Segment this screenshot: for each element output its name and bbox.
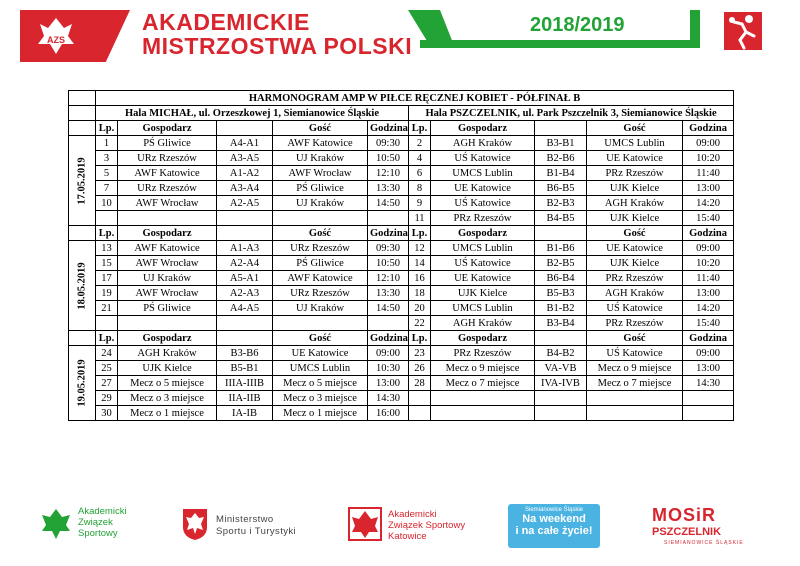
day-date: 17.05.2019 bbox=[76, 156, 88, 205]
match-number: 27 bbox=[96, 376, 118, 391]
match-number: 20 bbox=[409, 301, 431, 316]
day-date-cell bbox=[69, 346, 96, 421]
pairing-code: B3-B4 bbox=[535, 316, 587, 331]
mosir-logo-text: MOSiR bbox=[652, 505, 717, 525]
host-team: AWF Wrocław bbox=[118, 286, 217, 301]
corner-cell bbox=[69, 331, 96, 346]
match-time: 16:00 bbox=[368, 406, 409, 421]
match-time: 15:40 bbox=[683, 211, 734, 226]
host-team: UMCS Lublin bbox=[431, 166, 535, 181]
host-team: PŚ Gliwice bbox=[118, 136, 217, 151]
match-number: 10 bbox=[96, 196, 118, 211]
siemianowice-small-text: Siemianowice Śląskie bbox=[524, 507, 584, 513]
host-team: UJ Kraków bbox=[118, 271, 217, 286]
match-number: 26 bbox=[409, 361, 431, 376]
pairing-code: B5-B3 bbox=[535, 286, 587, 301]
header-time: Godzina bbox=[683, 226, 734, 241]
match-time: 09:00 bbox=[683, 241, 734, 256]
header-lp: Lp. bbox=[96, 226, 118, 241]
match-time: 13:00 bbox=[683, 181, 734, 196]
guest-team bbox=[273, 211, 368, 226]
pairing-code: A1-A3 bbox=[217, 241, 273, 256]
table-row bbox=[69, 316, 734, 331]
match-number: 9 bbox=[409, 196, 431, 211]
venue-right: Hala PSZCZELNIK, ul. Park Pszczelnik 3, Siemianowice Śląskie bbox=[409, 106, 734, 121]
match-number: 19 bbox=[96, 286, 118, 301]
header-host: Gospodarz bbox=[118, 121, 217, 136]
match-time bbox=[683, 406, 734, 421]
guest-team: AWF Katowice bbox=[273, 136, 368, 151]
guest-team: Mecz o 9 miejsce bbox=[587, 361, 683, 376]
match-number: 4 bbox=[409, 151, 431, 166]
match-time: 14:20 bbox=[683, 301, 734, 316]
guest-team bbox=[587, 406, 683, 421]
header-guest: Gość bbox=[273, 331, 368, 346]
host-team: Mecz o 9 miejsce bbox=[431, 361, 535, 376]
ministry-line1: Ministerstwo bbox=[216, 514, 274, 525]
pairing-code: B2-B6 bbox=[535, 151, 587, 166]
column-header-row bbox=[69, 331, 734, 346]
table-row bbox=[69, 181, 734, 196]
pairing-code: A2-A4 bbox=[217, 256, 273, 271]
pairing-code: B2-B3 bbox=[535, 196, 587, 211]
match-time bbox=[368, 316, 409, 331]
header-time: Godzina bbox=[683, 121, 734, 136]
header-code bbox=[535, 121, 587, 136]
match-time: 10:20 bbox=[683, 151, 734, 166]
match-number: 17 bbox=[96, 271, 118, 286]
host-team: URz Rzeszów bbox=[118, 151, 217, 166]
day-date: 18.05.2019 bbox=[76, 261, 88, 310]
azs-footer-line3: Sportowy bbox=[78, 528, 118, 539]
guest-team: PŚ Gliwice bbox=[273, 181, 368, 196]
host-team: AWF Wrocław bbox=[118, 256, 217, 271]
match-time bbox=[683, 391, 734, 406]
match-time: 14:30 bbox=[683, 376, 734, 391]
pairing-code: A2-A3 bbox=[217, 286, 273, 301]
match-number: 18 bbox=[409, 286, 431, 301]
guest-team bbox=[273, 316, 368, 331]
guest-team: PRz Rzeszów bbox=[587, 271, 683, 286]
azs-eagle-logo-icon bbox=[34, 14, 78, 58]
guest-team: PRz Rzeszów bbox=[587, 166, 683, 181]
match-time: 14:50 bbox=[368, 301, 409, 316]
table-row bbox=[69, 346, 734, 361]
azs-katowice-line3: Katowice bbox=[388, 531, 427, 542]
match-time: 14:50 bbox=[368, 196, 409, 211]
column-header-row bbox=[69, 226, 734, 241]
table-row bbox=[69, 136, 734, 151]
polish-eagle-emblem-icon bbox=[180, 507, 210, 541]
header-guest: Gość bbox=[587, 331, 683, 346]
ministry-line2: Sportu i Turystyki bbox=[216, 526, 297, 537]
match-time: 10:50 bbox=[368, 151, 409, 166]
venue-row bbox=[69, 106, 734, 121]
pairing-code: A2-A5 bbox=[217, 196, 273, 211]
pairing-code: A3-A5 bbox=[217, 151, 273, 166]
host-team: PRz Rzeszów bbox=[431, 346, 535, 361]
guest-team: UE Katowice bbox=[587, 241, 683, 256]
guest-team: UE Katowice bbox=[273, 346, 368, 361]
pairing-code: B3-B1 bbox=[535, 136, 587, 151]
header-host: Gospodarz bbox=[118, 331, 217, 346]
azs-footer-text bbox=[78, 506, 127, 539]
match-time: 13:00 bbox=[683, 361, 734, 376]
table-row bbox=[69, 211, 734, 226]
pairing-code: IIIA-IIIB bbox=[217, 376, 273, 391]
pairing-code: A4-A1 bbox=[217, 136, 273, 151]
host-team: Mecz o 5 miejsce bbox=[118, 376, 217, 391]
match-time: 10:30 bbox=[368, 361, 409, 376]
match-time: 15:40 bbox=[683, 316, 734, 331]
host-team: AGH Kraków bbox=[431, 136, 535, 151]
host-team: AWF Wrocław bbox=[118, 196, 217, 211]
guest-team: UJ Kraków bbox=[273, 301, 368, 316]
table-row bbox=[69, 256, 734, 271]
match-number: 7 bbox=[96, 181, 118, 196]
match-number: 24 bbox=[96, 346, 118, 361]
match-number: 22 bbox=[409, 316, 431, 331]
table-row bbox=[69, 151, 734, 166]
match-time: 14:30 bbox=[368, 391, 409, 406]
guest-team: PRz Rzeszów bbox=[587, 316, 683, 331]
azs-footer-line2: Związek bbox=[78, 517, 113, 528]
table-row bbox=[69, 286, 734, 301]
header-green-stripe bbox=[420, 40, 700, 48]
guest-team: URz Rzeszów bbox=[273, 241, 368, 256]
match-number bbox=[409, 406, 431, 421]
match-time: 09:00 bbox=[683, 136, 734, 151]
pairing-code: B6-B4 bbox=[535, 271, 587, 286]
header-guest: Gość bbox=[587, 226, 683, 241]
azs-katowice-logo-icon bbox=[348, 507, 382, 541]
host-team: UŚ Katowice bbox=[431, 151, 535, 166]
match-number: 29 bbox=[96, 391, 118, 406]
match-number: 30 bbox=[96, 406, 118, 421]
pairing-code bbox=[535, 406, 587, 421]
azs-footer-line1: Akademicki bbox=[78, 506, 127, 517]
match-number bbox=[96, 316, 118, 331]
header-guest: Gość bbox=[587, 121, 683, 136]
guest-team: UE Katowice bbox=[587, 151, 683, 166]
match-time: 14:20 bbox=[683, 196, 734, 211]
header-lp: Lp. bbox=[409, 331, 431, 346]
header-guest: Gość bbox=[273, 226, 368, 241]
host-team: UŚ Katowice bbox=[431, 196, 535, 211]
guest-team: Mecz o 7 miejsce bbox=[587, 376, 683, 391]
host-team: UŚ Katowice bbox=[431, 256, 535, 271]
schedule-table bbox=[68, 90, 734, 421]
header-code bbox=[217, 226, 273, 241]
season-label: 2018/2019 bbox=[530, 14, 625, 36]
match-number: 15 bbox=[96, 256, 118, 271]
match-time: 13:30 bbox=[368, 286, 409, 301]
host-team: UMCS Lublin bbox=[431, 301, 535, 316]
header-code bbox=[535, 226, 587, 241]
ministry-text bbox=[216, 514, 296, 538]
match-time: 11:40 bbox=[683, 166, 734, 181]
host-team: UE Katowice bbox=[431, 181, 535, 196]
host-team: AWF Katowice bbox=[118, 241, 217, 256]
pairing-code: VA-VB bbox=[535, 361, 587, 376]
host-team bbox=[118, 211, 217, 226]
host-team: PŚ Gliwice bbox=[118, 301, 217, 316]
day-date-cell bbox=[69, 241, 96, 331]
day-date: 19.05.2019 bbox=[76, 359, 88, 407]
guest-team: Mecz o 3 miejsce bbox=[273, 391, 368, 406]
guest-team: Mecz o 5 miejsce bbox=[273, 376, 368, 391]
guest-team: AWF Wrocław bbox=[273, 166, 368, 181]
match-number: 16 bbox=[409, 271, 431, 286]
pairing-code: B1-B2 bbox=[535, 301, 587, 316]
table-row bbox=[69, 301, 734, 316]
pairing-code bbox=[535, 391, 587, 406]
pairing-code: B1-B4 bbox=[535, 166, 587, 181]
guest-team: UJK Kielce bbox=[587, 256, 683, 271]
azs-katowice-text bbox=[388, 509, 465, 542]
guest-team: UJ Kraków bbox=[273, 151, 368, 166]
pairing-code: B4-B5 bbox=[535, 211, 587, 226]
pairing-code: B1-B6 bbox=[535, 241, 587, 256]
day-date-cell bbox=[69, 136, 96, 226]
guest-team: UJK Kielce bbox=[587, 211, 683, 226]
header-lp: Lp. bbox=[409, 226, 431, 241]
siemianowice-banner bbox=[508, 504, 600, 548]
guest-team: PŚ Gliwice bbox=[273, 256, 368, 271]
host-team: PRz Rzeszów bbox=[431, 211, 535, 226]
host-team: Mecz o 3 miejsce bbox=[118, 391, 217, 406]
match-time: 13:00 bbox=[683, 286, 734, 301]
host-team: AGH Kraków bbox=[431, 316, 535, 331]
pairing-code: IVA-IVB bbox=[535, 376, 587, 391]
handball-player-logo-icon bbox=[722, 10, 764, 52]
match-number: 14 bbox=[409, 256, 431, 271]
pairing-code: B4-B2 bbox=[535, 346, 587, 361]
header-code bbox=[535, 331, 587, 346]
match-time: 12:10 bbox=[368, 166, 409, 181]
column-header-row bbox=[69, 121, 734, 136]
header-code bbox=[217, 331, 273, 346]
match-time: 13:30 bbox=[368, 181, 409, 196]
host-team: URz Rzeszów bbox=[118, 181, 217, 196]
pairing-code: A5-A1 bbox=[217, 271, 273, 286]
guest-team: UJ Kraków bbox=[273, 196, 368, 211]
table-row bbox=[69, 166, 734, 181]
guest-team: UŚ Katowice bbox=[587, 301, 683, 316]
header-title bbox=[142, 10, 412, 58]
table-row bbox=[69, 271, 734, 286]
match-number: 11 bbox=[409, 211, 431, 226]
match-number: 28 bbox=[409, 376, 431, 391]
header-time: Godzina bbox=[368, 331, 409, 346]
azs-katowice-line2: Związek Sportowy bbox=[388, 520, 466, 531]
match-number: 2 bbox=[409, 136, 431, 151]
guest-team: URz Rzeszów bbox=[273, 286, 368, 301]
match-time: 09:00 bbox=[368, 346, 409, 361]
azs-katowice-line1: Akademicki bbox=[388, 509, 437, 520]
match-time: 09:00 bbox=[683, 346, 734, 361]
match-time: 13:00 bbox=[368, 376, 409, 391]
header-host: Gospodarz bbox=[431, 226, 535, 241]
host-team: AGH Kraków bbox=[118, 346, 217, 361]
mosir-pszczelnik-text: PSZCZELNIK bbox=[652, 526, 722, 538]
guest-team: AWF Katowice bbox=[273, 271, 368, 286]
match-number: 25 bbox=[96, 361, 118, 376]
match-time: 10:50 bbox=[368, 256, 409, 271]
match-number: 12 bbox=[409, 241, 431, 256]
svg-text:AZS: AZS bbox=[47, 35, 65, 45]
siemianowice-slogan-line2: i na całe życie! bbox=[515, 525, 593, 537]
table-row bbox=[69, 391, 734, 406]
pairing-code: A3-A4 bbox=[217, 181, 273, 196]
header-title-line1: AKADEMICKIE bbox=[142, 9, 310, 35]
pairing-code: A4-A5 bbox=[217, 301, 273, 316]
host-team: AWF Katowice bbox=[118, 166, 217, 181]
header-time: Godzina bbox=[368, 121, 409, 136]
match-number: 3 bbox=[96, 151, 118, 166]
match-number bbox=[96, 211, 118, 226]
pairing-code: B6-B5 bbox=[535, 181, 587, 196]
guest-team: AGH Kraków bbox=[587, 286, 683, 301]
header-host: Gospodarz bbox=[118, 226, 217, 241]
venue-left: Hala MICHAŁ, ul. Orzeszkowej 1, Siemianowice Śląskie bbox=[96, 106, 409, 121]
host-team: UJK Kielce bbox=[431, 286, 535, 301]
table-row bbox=[69, 376, 734, 391]
match-number: 1 bbox=[96, 136, 118, 151]
host-team: Mecz o 7 miejsce bbox=[431, 376, 535, 391]
header-guest: Gość bbox=[273, 121, 368, 136]
match-time: 09:30 bbox=[368, 136, 409, 151]
guest-team: UMCS Lublin bbox=[587, 136, 683, 151]
pairing-code: B5-B1 bbox=[217, 361, 273, 376]
header-lp: Lp. bbox=[409, 121, 431, 136]
guest-team: Mecz o 1 miejsce bbox=[273, 406, 368, 421]
match-number: 21 bbox=[96, 301, 118, 316]
header-host: Gospodarz bbox=[431, 331, 535, 346]
guest-team: UŚ Katowice bbox=[587, 346, 683, 361]
match-number bbox=[409, 391, 431, 406]
header-lp: Lp. bbox=[96, 121, 118, 136]
header-time: Godzina bbox=[683, 331, 734, 346]
pairing-code: B3-B6 bbox=[217, 346, 273, 361]
match-time: 10:20 bbox=[683, 256, 734, 271]
match-number: 6 bbox=[409, 166, 431, 181]
match-number: 13 bbox=[96, 241, 118, 256]
guest-team bbox=[587, 391, 683, 406]
table-row bbox=[69, 406, 734, 421]
corner-cell bbox=[69, 121, 96, 136]
pairing-code: B2-B5 bbox=[535, 256, 587, 271]
host-team: UMCS Lublin bbox=[431, 241, 535, 256]
corner-cell bbox=[69, 106, 96, 121]
pairing-code: IIA-IIB bbox=[217, 391, 273, 406]
header-lp: Lp. bbox=[96, 331, 118, 346]
table-row bbox=[69, 361, 734, 376]
corner-cell bbox=[69, 226, 96, 241]
header-host: Gospodarz bbox=[431, 121, 535, 136]
match-time: 12:10 bbox=[368, 271, 409, 286]
siemianowice-slogan-line1: Na weekend bbox=[522, 513, 586, 525]
host-team: Mecz o 1 miejsce bbox=[118, 406, 217, 421]
header-title-line2: MISTRZOSTWA POLSKI bbox=[142, 33, 413, 59]
host-team: UJK Kielce bbox=[118, 361, 217, 376]
match-time: 09:30 bbox=[368, 241, 409, 256]
header-time: Godzina bbox=[368, 226, 409, 241]
mosir-city-text: SIEMIANOWICE ŚLĄSKIE bbox=[664, 540, 744, 546]
guest-team: UMCS Lublin bbox=[273, 361, 368, 376]
match-number: 5 bbox=[96, 166, 118, 181]
guest-team: AGH Kraków bbox=[587, 196, 683, 211]
host-team bbox=[431, 391, 535, 406]
pairing-code: A1-A2 bbox=[217, 166, 273, 181]
pairing-code: IA-IB bbox=[217, 406, 273, 421]
pairing-code bbox=[217, 211, 273, 226]
match-time: 11:40 bbox=[683, 271, 734, 286]
table-row bbox=[69, 196, 734, 211]
host-team bbox=[431, 406, 535, 421]
host-team: UE Katowice bbox=[431, 271, 535, 286]
guest-team: UJK Kielce bbox=[587, 181, 683, 196]
table-title-row bbox=[69, 91, 734, 106]
azs-green-logo-icon bbox=[40, 507, 72, 541]
host-team bbox=[118, 316, 217, 331]
table-row bbox=[69, 241, 734, 256]
match-number: 8 bbox=[409, 181, 431, 196]
match-number: 23 bbox=[409, 346, 431, 361]
header-code bbox=[217, 121, 273, 136]
corner-cell bbox=[69, 91, 96, 106]
match-time bbox=[368, 211, 409, 226]
pairing-code bbox=[217, 316, 273, 331]
schedule-title: HARMONOGRAM AMP W PIŁCE RĘCZNEJ KOBIET - PÓŁFINAŁ B bbox=[96, 91, 734, 106]
